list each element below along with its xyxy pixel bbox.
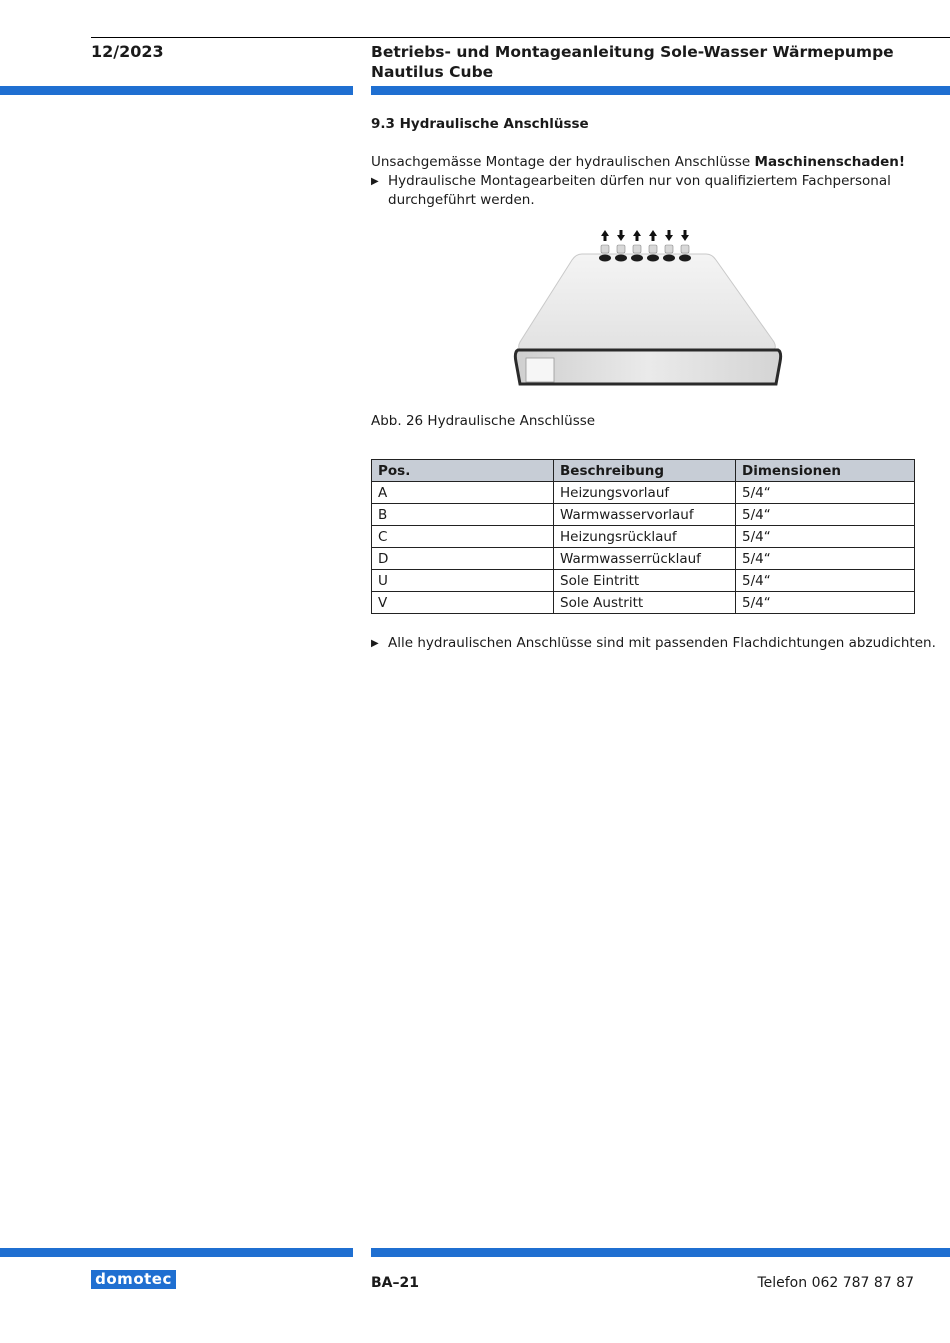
table-row <box>372 592 915 614</box>
table-row <box>372 548 915 570</box>
arrow-down-icon <box>617 230 625 241</box>
connector-fitting <box>601 245 609 253</box>
header-dimensions: Dimensionen <box>736 460 915 482</box>
footer-bar-left <box>0 1248 353 1257</box>
bullet-text <box>388 172 891 210</box>
cell-pos: B <box>372 504 554 526</box>
section-heading: 9.3 Hydraulische Anschlüsse <box>371 116 589 132</box>
triangle-bullet-icon: ▶ <box>371 176 379 187</box>
cell-dimension: 5/4“ <box>736 548 915 570</box>
cell-description: Heizungsvorlauf <box>554 482 736 504</box>
table-row <box>372 526 915 548</box>
connector-port <box>631 255 643 262</box>
cell-pos: D <box>372 548 554 570</box>
cell-dimension: 5/4“ <box>736 570 915 592</box>
table-row <box>372 570 915 592</box>
connector-port <box>615 255 627 262</box>
bullet-item <box>371 172 931 210</box>
table-header-row <box>372 460 915 482</box>
connections-table <box>371 459 915 614</box>
connector-port <box>599 255 611 262</box>
cell-dimension: 5/4“ <box>736 482 915 504</box>
header-bar-left <box>0 86 353 95</box>
header-rule <box>91 37 950 38</box>
document-title <box>371 42 931 82</box>
cell-description: Warmwasserrücklauf <box>554 548 736 570</box>
table-row <box>372 504 915 526</box>
figure-caption: Abb. 26 Hydraulische Anschlüsse <box>371 413 596 429</box>
bullet-line1: Hydraulische Montagearbeiten dürfen nur von qualifiziertem Fachpersonal <box>388 173 891 189</box>
arrow-up-icon <box>649 230 657 241</box>
heat-pump-illustration <box>510 222 786 388</box>
phone-number: Telefon 062 787 87 87 <box>757 1275 914 1291</box>
header-bar-right <box>371 86 950 95</box>
connector-port <box>679 255 691 262</box>
cell-description: Sole Austritt <box>554 592 736 614</box>
document-date: 12/2023 <box>91 42 164 61</box>
arrow-down-icon <box>681 230 689 241</box>
sealing-bullet-text: Alle hydraulischen Anschlüsse sind mit passenden Flachdichtungen abzudichten. <box>388 635 936 651</box>
connector-fitting <box>681 245 689 253</box>
arrow-down-icon <box>665 230 673 241</box>
unit-top-surface <box>519 254 776 350</box>
connector-fitting <box>665 245 673 253</box>
arrow-up-icon <box>633 230 641 241</box>
cell-pos: U <box>372 570 554 592</box>
document-title-line2: Nautilus Cube <box>371 63 494 81</box>
header-pos: Pos. <box>372 460 554 482</box>
connector-port <box>663 255 675 262</box>
sealing-bullet <box>371 634 941 653</box>
warning-bold: Maschinenschaden! <box>754 154 906 170</box>
cell-description: Warmwasservorlauf <box>554 504 736 526</box>
table-row <box>372 482 915 504</box>
cell-dimension: 5/4“ <box>736 526 915 548</box>
domotec-logo: domotec <box>91 1270 176 1289</box>
cell-pos: A <box>372 482 554 504</box>
unit-front-face <box>515 350 780 384</box>
header-description: Beschreibung <box>554 460 736 482</box>
footer-bar-right <box>371 1248 950 1257</box>
connector-fitting <box>649 245 657 253</box>
connector-port <box>647 255 659 262</box>
arrow-up-icon <box>601 230 609 241</box>
cell-dimension: 5/4“ <box>736 592 915 614</box>
document-title-line1: Betriebs- und Montageanleitung Sole-Wasser Wärmepumpe <box>371 43 894 61</box>
triangle-bullet-icon: ▶ <box>371 638 379 649</box>
warning-line <box>371 153 931 172</box>
unit-label-plate <box>526 358 554 382</box>
cell-description: Sole Eintritt <box>554 570 736 592</box>
bullet-line2: durchgeführt werden. <box>388 192 535 208</box>
page-number: BA–21 <box>371 1275 419 1291</box>
warning-block <box>371 153 931 210</box>
connector-fitting <box>617 245 625 253</box>
cell-pos: C <box>372 526 554 548</box>
cell-pos: V <box>372 592 554 614</box>
connector-fitting <box>633 245 641 253</box>
cell-description: Heizungsrücklauf <box>554 526 736 548</box>
cell-dimension: 5/4“ <box>736 504 915 526</box>
warning-text: Unsachgemässe Montage der hydraulischen Anschlüsse <box>371 154 755 170</box>
